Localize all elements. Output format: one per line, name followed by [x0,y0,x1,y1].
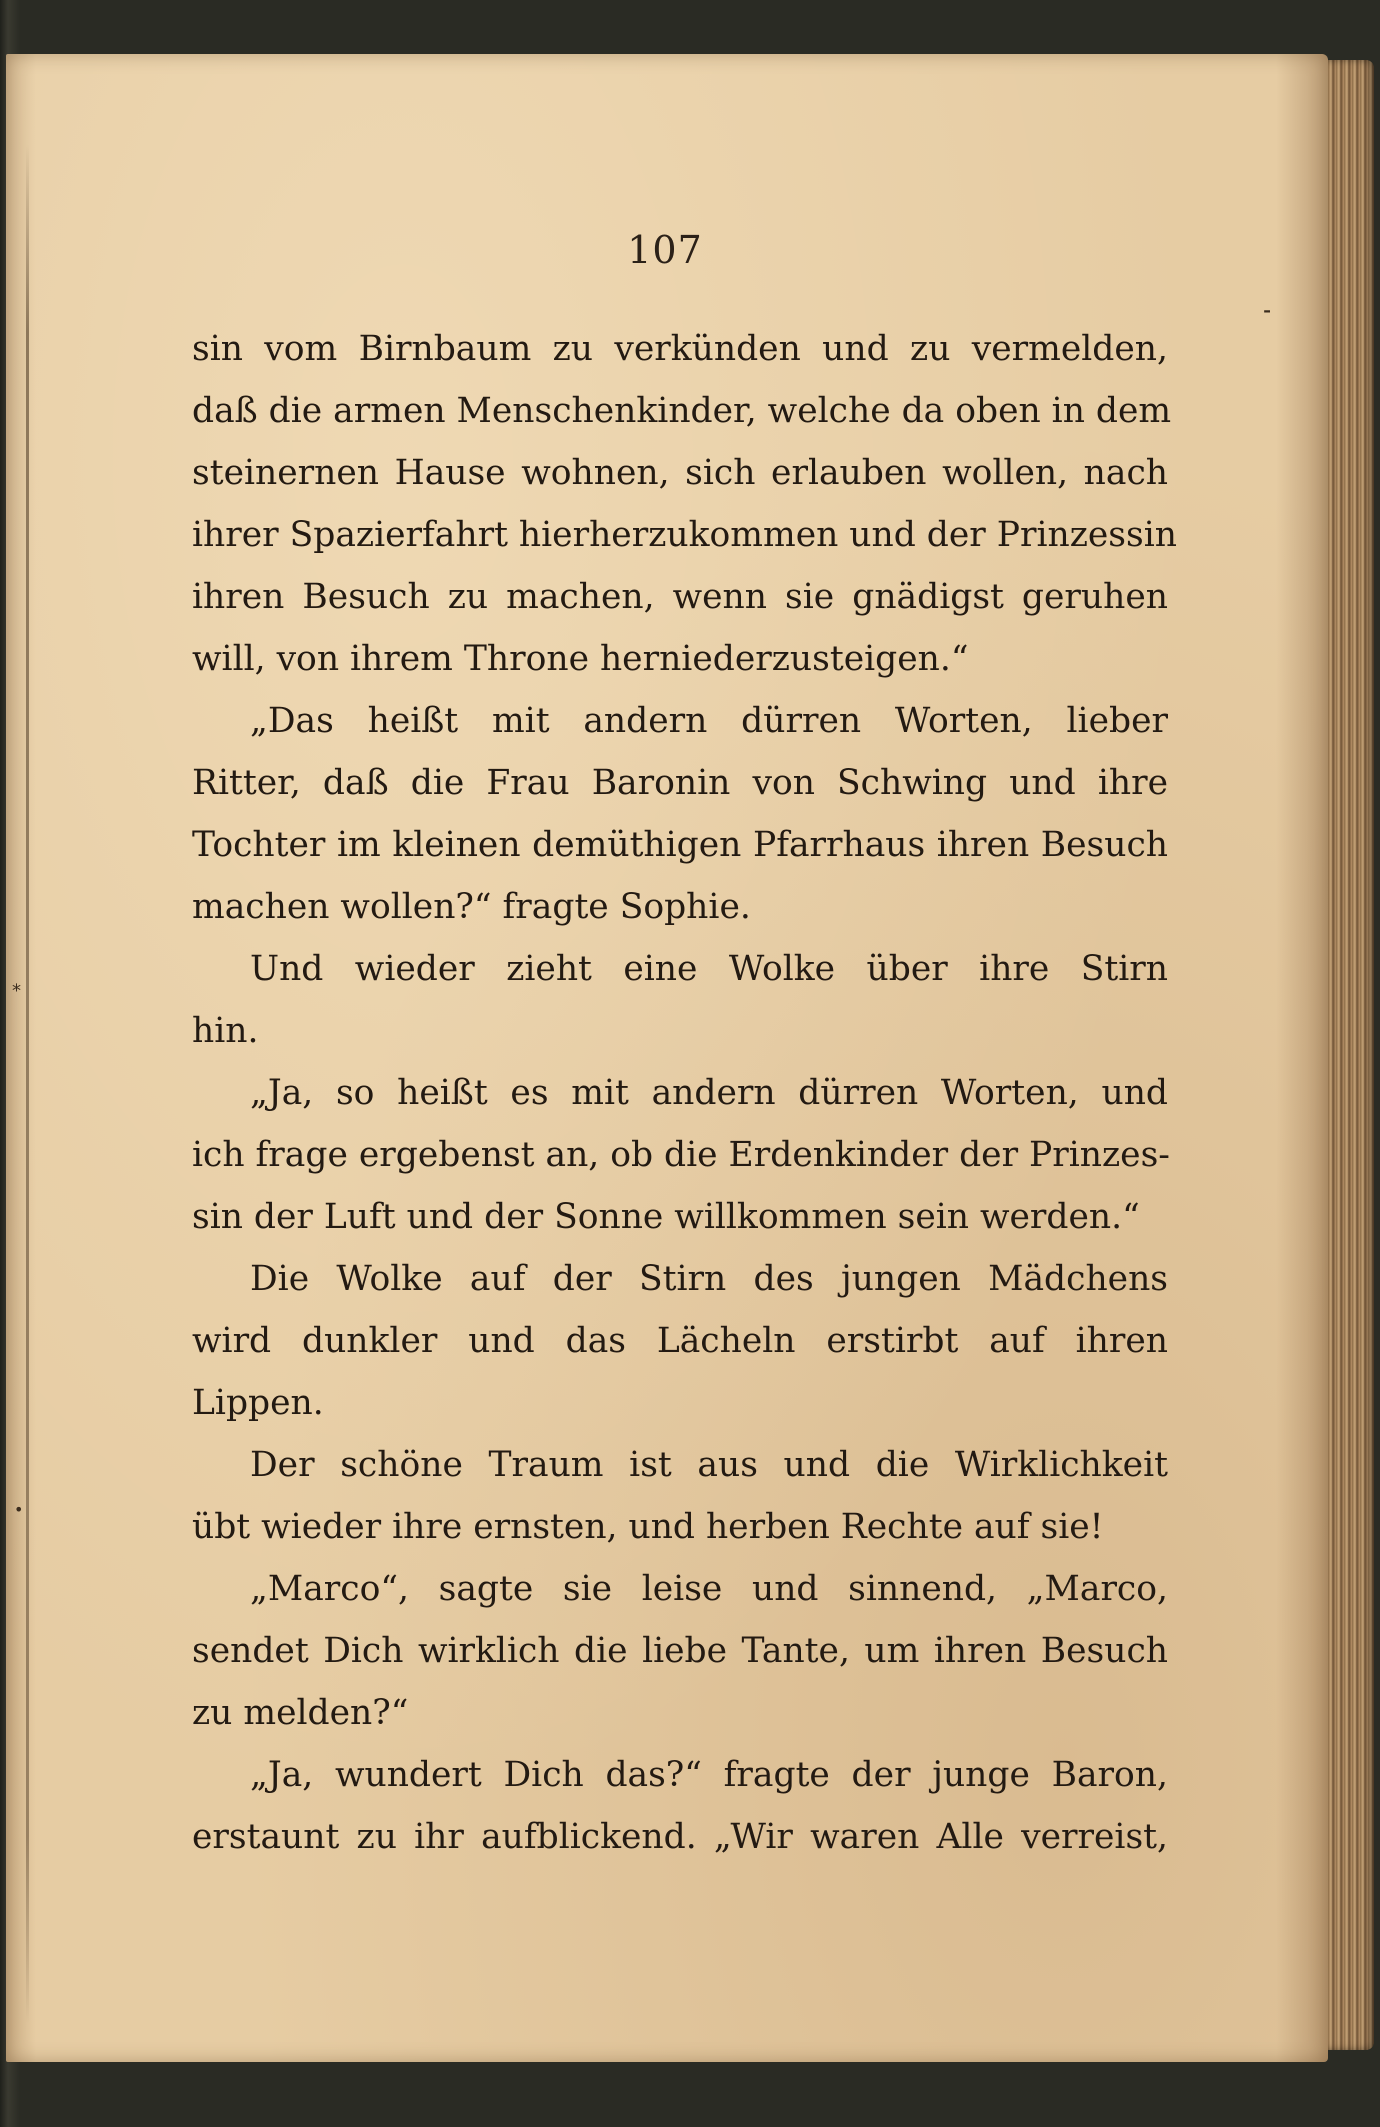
text-line: Die Wolke auf der Stirn des jungen Mädchens [250,1259,1168,1299]
text-line: erstaunt zu ihr aufblickend. „Wir waren Alle verreist, [192,1817,1168,1857]
text-line: will, von ihrem Throne herniederzusteigen.“ [192,639,969,679]
text-line: Und wieder zieht eine Wolke über ihre Stirn [250,949,1168,989]
text-line: „Ja, so heißt es mit andern dürren Worten, und [250,1073,1168,1113]
page-number: 107 [627,228,703,272]
body-text [192,318,1177,1868]
text-line: Tochter im kleinen demüthigen Pfarrhaus ihren Besuch [192,825,1168,865]
text-line: wird dunkler und das Lächeln erstirbt auf ihren [192,1321,1168,1361]
gutter-shadow [26,144,29,2024]
margin-speck: ⁎ [12,975,21,996]
text-line: sendet Dich wirklich die liebe Tante, um ihren Besuch [192,1631,1168,1671]
text-line: sin vom Birnbaum zu verkünden und zu vermelden, [192,329,1168,369]
text-line: übt wieder ihre ernsten, und herben Rechte auf sie! [192,1507,1104,1547]
text-line: steinernen Hause wohnen, sich erlauben wollen, nach [192,453,1168,493]
text-line: zu melden?“ [192,1693,409,1733]
text-line: „Marco“, sagte sie leise und sinnend, „Marco, [250,1569,1168,1609]
text-line: sin der Luft und der Sonne willkommen sein werden.“ [192,1197,1140,1237]
text-line: ich frage ergebenst an, ob die Erdenkinder der Prinzes- [192,1135,1170,1175]
text-line: Lippen. [192,1383,324,1423]
text-line: ihren Besuch zu machen, wenn sie gnädigst geruhen [192,577,1168,617]
margin-speck: ⁃ [1262,300,1272,324]
text-line: ihrer Spazierfahrt hierherzukommen und der Prinzessin [192,515,1177,555]
text-line: Der schöne Traum ist aus und die Wirklichkeit [250,1445,1168,1485]
text-line: daß die armen Menschenkinder, welche da oben in dem [192,391,1172,431]
text-line: „Ja, wundert Dich das?“ fragte der junge Baron, [250,1755,1168,1795]
margin-speck: • [14,1500,24,1519]
text-line: hin. [192,1011,259,1051]
text-line: Ritter, daß die Frau Baronin von Schwing und ihre [192,763,1168,803]
text-line: machen wollen?“ fragte Sophie. [192,887,751,927]
text-line: „Das heißt mit andern dürren Worten, lieber [250,701,1168,741]
